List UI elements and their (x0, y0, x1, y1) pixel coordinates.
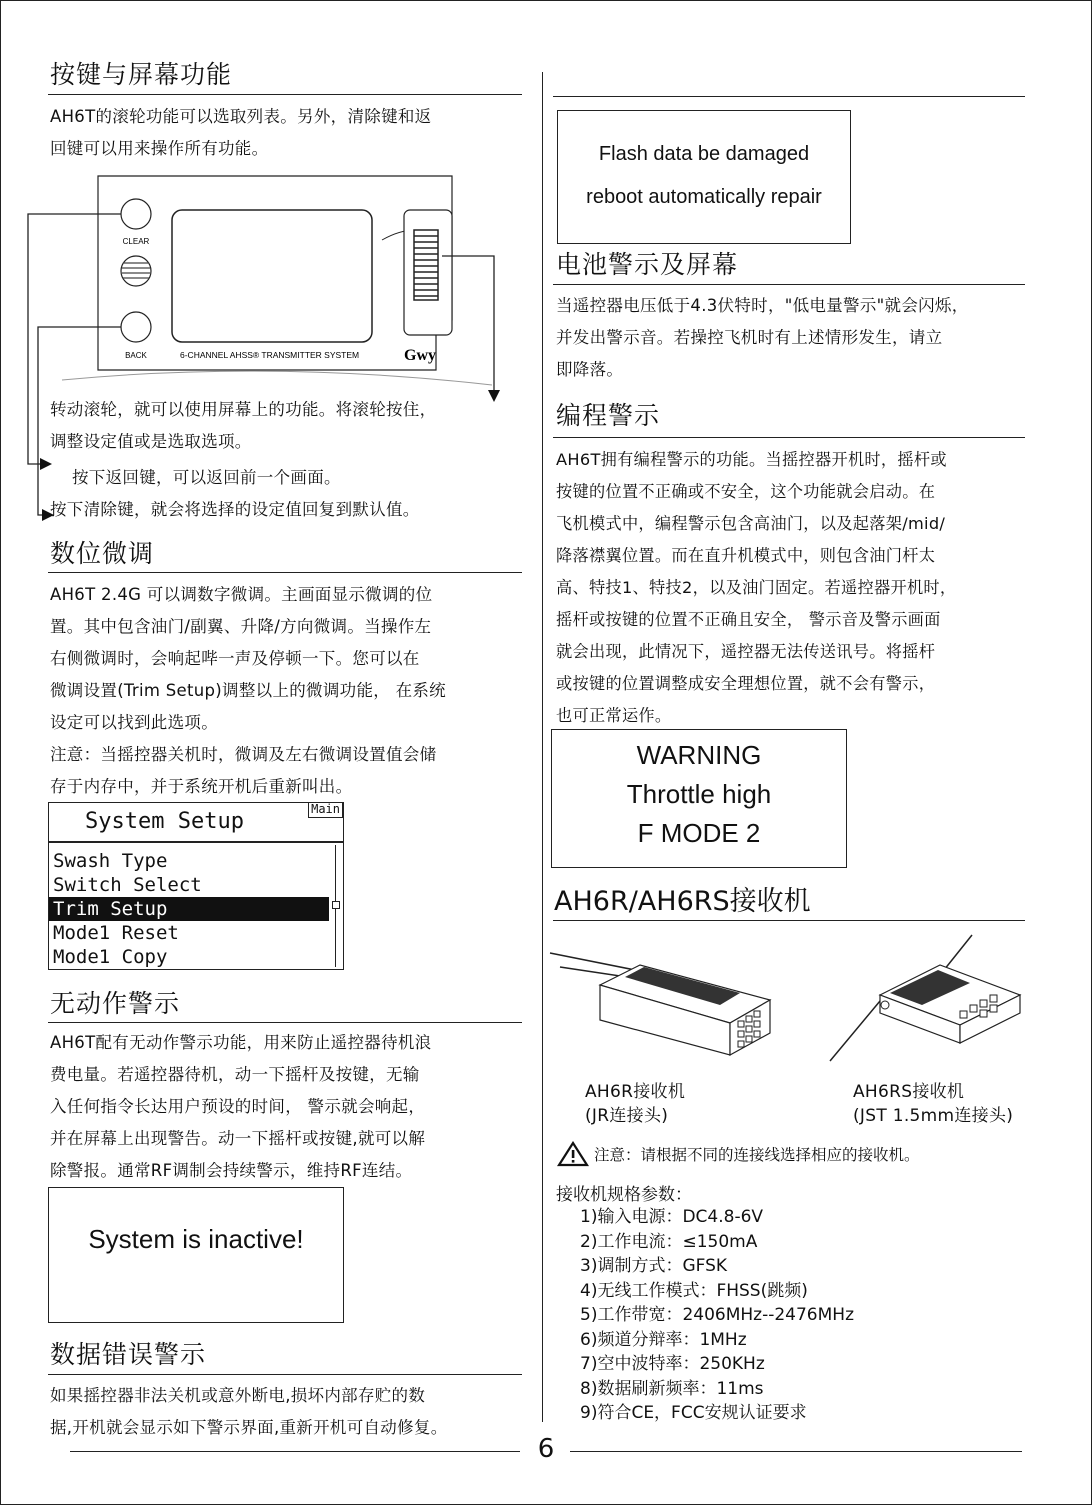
page-number: 6 (537, 1434, 555, 1464)
para-line: 降落襟翼位置。而在直升机模式中，则包含油门杆太 (556, 546, 936, 565)
spec-item: 3)调制方式：GFSK (580, 1256, 728, 1276)
para-line: AH6T配有无动作警示功能，用来防止遥控器待机浪 (50, 1033, 432, 1052)
footer-rule-right (570, 1451, 1022, 1452)
inactivity-paragraph (50, 1027, 431, 1187)
para-line: 即降落。 (556, 360, 624, 379)
spec-list (580, 1205, 854, 1426)
lcd-system-setup (48, 802, 344, 970)
para-line: 如果摇控器非法关机或意外断电,损坏内部存贮的数 (50, 1386, 426, 1405)
section-title-inactivity: 无动作警示 (50, 989, 181, 1018)
data-error-paragraph (50, 1380, 448, 1444)
para-line: 转动滚轮，就可以使用屏幕上的功能。将滚轮按住， (50, 400, 437, 419)
caption-line: (JR连接头) (585, 1106, 669, 1126)
lcd-menu-item[interactable]: Mode1 Reset (53, 922, 179, 944)
warning-line-3: F MODE 2 (637, 818, 761, 848)
lcd-scroll-thumb (332, 901, 340, 909)
section-title-receivers: AH6R/AH6RS接收机 (554, 886, 811, 917)
speaker-icon (121, 256, 151, 286)
section-title-battery: 电池警示及屏幕 (556, 250, 739, 279)
section-title-buttons-screen: 按键与屏幕功能 (50, 60, 233, 89)
para-line: 入任何指令长达用户预设的时间， 警示就会响起， (50, 1097, 426, 1116)
column-divider (542, 72, 543, 1422)
para-line: AH6T拥有编程警示的功能。当摇控器开机时，摇杆或 (556, 450, 947, 469)
para-line: 或按键的位置调整成安全理想位置，就不会有警示， (556, 674, 936, 693)
title-underline (48, 94, 522, 95)
warning-line-2: Throttle high (626, 779, 772, 809)
footer-rule-left (70, 1451, 520, 1452)
para-line: 除警报。通常RF调制会持续警示，维持RF连结。 (50, 1161, 413, 1180)
para-line: 存于内存中，并于系统开机后重新叫出。 (50, 777, 353, 796)
para-line: 回键可以用来操作所有功能。 (50, 139, 269, 158)
para-line: 按键的位置不正确或不安全，这个功能就会启动。在 (556, 482, 936, 501)
spec-item: 5)工作带宽：2406MHz--2476MHz (580, 1305, 854, 1325)
section-title-digital-trim: 数位微调 (50, 539, 155, 568)
spec-item: 2)工作电流：≤150mA (580, 1231, 758, 1252)
system-label: 6-CHANNEL AHSS® TRANSMITTER SYSTEM (180, 350, 360, 360)
caption-line: (JST 1.5mm连接头) (853, 1106, 1014, 1126)
caption-line: AH6R接收机 (585, 1082, 686, 1102)
para-line: 调整设定值或是选取选项。 (50, 432, 252, 451)
para-line: 高、特技1、特技2，以及油门固定。若遥控器开机时， (556, 578, 957, 597)
lcd-menu-item-selected[interactable]: Trim Setup (49, 897, 329, 921)
para-line: AH6T的滚轮功能可以选取列表。另外，清除键和返 (50, 107, 432, 126)
para-line: 并发出警示音。若操控飞机时有上述情形发生，请立 (556, 328, 943, 347)
title-underline (48, 572, 522, 573)
back-description: 按下返回键，可以返回前一个画面。 (72, 468, 341, 487)
battery-paragraph (556, 290, 969, 386)
para-line: 设定可以找到此选项。 (50, 713, 218, 732)
inactive-screen (48, 1187, 344, 1323)
back-button-icon (121, 312, 151, 342)
para-line: 注意：当摇控器关机时，微调及左右微调设置值会储 (50, 745, 437, 764)
warning-line-1: WARNING (636, 740, 762, 770)
spec-item: 8)数据刷新频率：11ms (580, 1378, 764, 1399)
title-underline (48, 1374, 522, 1375)
lcd-menu-item[interactable]: Mode1 Copy (53, 946, 168, 968)
clear-button-icon (121, 199, 151, 229)
para-line: 微调设置(Trim Setup)调整以上的微调功能， 在系统 (50, 681, 446, 700)
section-title-program-warning: 编程警示 (556, 401, 661, 430)
para-line: 据,开机就会显示如下警示界面,重新开机可自动修复。 (50, 1418, 448, 1437)
ah6r-receiver-icon (550, 953, 770, 1055)
flash-error-screen (557, 110, 851, 244)
spec-item: 4)无线工作模式：FHSS(跳频) (580, 1280, 808, 1301)
spec-item: 6)频道分辩率：1MHz (580, 1329, 747, 1350)
para-line: 并在屏幕上出现警告。动一下摇杆或按键,就可以解 (50, 1129, 426, 1148)
para-line: 当遥控器电压低于4.3伏特时，"低电量警示"就会闪烁， (556, 296, 969, 315)
para-line: 费电量。若遥控器待机，动一下摇杆及按键，无输 (50, 1065, 420, 1084)
ah6rs-receiver-icon (830, 935, 1020, 1061)
clear-description: 按下清除键，就会将选择的设定值回复到默认值。 (50, 500, 420, 519)
para-line: 就会出现，此情况下，遥控器无法传送讯号。将摇杆 (556, 642, 936, 661)
section-title-data-error: 数据错误警示 (50, 1340, 207, 1369)
para-line: AH6T 2.4G 可以调数字微调。主画面显示微调的位 (50, 585, 433, 604)
top-rule (553, 96, 1025, 97)
back-label: BACK (125, 351, 147, 360)
para-line: 置。其中包含油门/副翼、升降/方向微调。当操作左 (50, 617, 432, 636)
caption-line: AH6RS接收机 (853, 1082, 965, 1102)
arrow-wheel-icon (488, 390, 500, 402)
spec-item: 1)输入电源：DC4.8-6V (580, 1207, 764, 1227)
section-buttons-paragraph (50, 101, 431, 165)
warning-screen (551, 729, 847, 868)
spec-title: 接收机规格参数： (556, 1185, 692, 1205)
lcd-title: System Setup (85, 809, 244, 834)
spec-item: 7)空中波特率：250KHz (580, 1354, 765, 1374)
para-line: 摇杆或按键的位置不正确且安全， 警示音及警示画面 (556, 610, 941, 629)
para-line: 也可正常运作。 (556, 706, 672, 725)
lcd-menu-item[interactable]: Switch Select (53, 874, 202, 896)
program-warning-paragraph (556, 444, 956, 732)
wheel-description (50, 394, 436, 458)
clear-label: CLEAR (122, 237, 150, 246)
arrow-clear-icon (40, 458, 52, 470)
title-underline (48, 1022, 522, 1023)
receiver2-caption (853, 1080, 1013, 1128)
title-underline (553, 437, 1025, 438)
receivers-figure (540, 925, 1040, 1075)
receiver1-caption (585, 1080, 685, 1128)
receiver-note: 注意：请根据不同的连接线选择相应的接收机。 (594, 1146, 920, 1164)
lcd-main-tag: Main (308, 802, 343, 818)
warning-triangle-icon (557, 1141, 589, 1167)
para-line: 飞机模式中，编程警示包含高油门，以及起落架/mid/ (556, 514, 946, 533)
para-line: 右侧微调时，会响起哔一声及停顿一下。您可以在 (50, 649, 420, 668)
title-underline (553, 920, 1025, 921)
flash-line-2: reboot automatically repair (586, 186, 822, 208)
digital-trim-paragraph (50, 579, 446, 803)
lcd-menu-item[interactable]: Swash Type (53, 850, 168, 872)
brand-logo: Gwy (404, 347, 436, 364)
spec-item: 9)符合CE，FCC安规认证要求 (580, 1403, 807, 1423)
flash-line-1: Flash data be damaged (598, 143, 810, 165)
title-underline (553, 284, 1025, 285)
inactive-message: System is inactive! (88, 1224, 304, 1254)
